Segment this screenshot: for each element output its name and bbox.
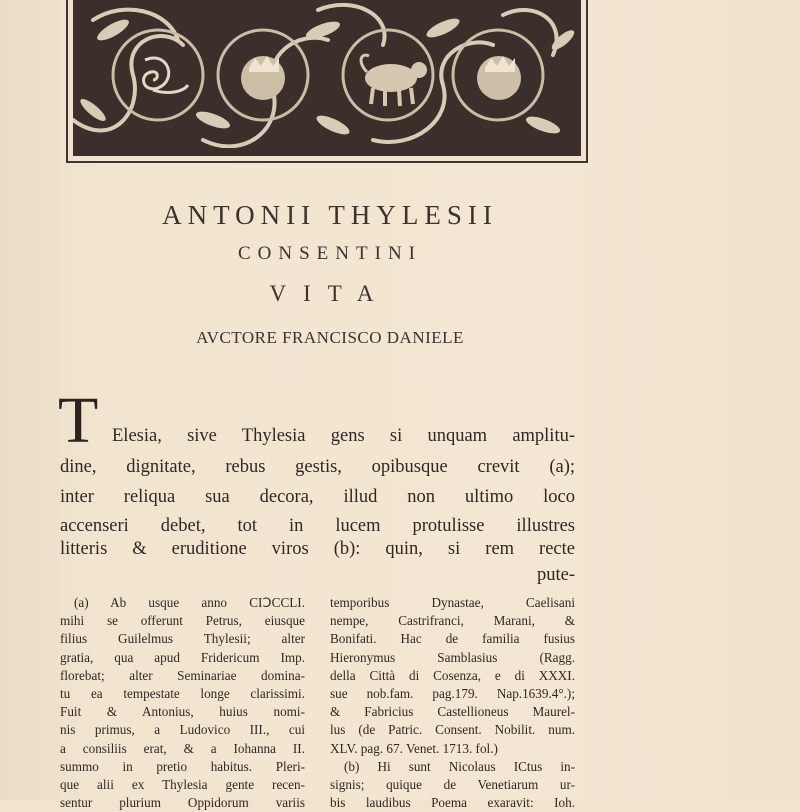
page-title: ANTONII THYLESII — [162, 200, 498, 230]
body-text-line: litteris & eruditione viros (b): quin, si rem recte — [60, 539, 575, 559]
footnote-line: summo in pretio habitus. Pleri- — [60, 758, 305, 774]
body-text-line: accenseri debet, tot in lucem protulisse illustres — [60, 516, 575, 536]
footnote-line: XLV. pag. 67. Venet. 1713. fol.) — [330, 740, 498, 756]
footnote-column-right — [330, 594, 575, 812]
footnote-line: mihi se offerunt Petrus, eiusque — [60, 613, 305, 629]
footnote-line: florebat; alter Seminariae domina- — [60, 667, 305, 683]
footnote-line: Fuit & Antonius, huius nomi- — [60, 704, 305, 720]
footnote-line: gratia, qua apud Fridericum Imp. — [60, 649, 305, 665]
catchword: pute- — [536, 565, 575, 585]
footnote-line: della Città di Cosenza, e di XXXI. — [330, 667, 575, 683]
footnote-line: que alii ex Thylesia gente recen- — [60, 777, 305, 793]
footnote-line: filius Guilelmus Thylesii; alter — [60, 631, 305, 647]
snail-medallion — [144, 58, 188, 93]
ornament-panel — [73, 0, 581, 156]
footnote-line: Bonifati. Hac de familia fusius — [330, 631, 575, 647]
crown-medallion-right — [477, 56, 521, 100]
body-text-line: Elesia, sive Thylesia gens si unquam amplitu- — [112, 426, 575, 446]
footnote-line: nis primus, a Ludovico III., cui — [60, 722, 305, 738]
footnote-line: & Fabricius Castellioneus Maurel- — [330, 704, 575, 720]
page-subtitle: CONSENTINI — [238, 243, 422, 264]
footnote-line: Hieronymus Samblasius (Ragg. — [330, 649, 575, 665]
floral-scroll-ornament — [73, 0, 575, 148]
footnote-line: nempe, Castrifranci, Marani, & — [330, 613, 575, 629]
animal-medallion — [361, 55, 427, 106]
footnote-line: tu ea tempestate longe clarissimi. — [60, 686, 305, 702]
footnote-line: (b) Hi sunt Nicolaus ICtus in- — [344, 758, 575, 774]
body-text-line: inter reliqua sua decora, illud non ultimo loco — [60, 487, 575, 507]
ornamental-headpiece — [66, 0, 588, 163]
footnote-line: sentur plurium Oppidorum variis — [60, 795, 305, 811]
drop-cap-initial: T — [58, 384, 99, 457]
footnote-line: temporibus Dynastae, Caelisani — [330, 595, 575, 610]
crown-medallion-left — [241, 56, 285, 100]
footnote-line: signis; quique de Venetiarum ur- — [330, 777, 575, 793]
footnote-line: sue nob.fam. pag.179. Nap.1639.4°.); — [330, 686, 575, 702]
author-line: AVCTORE FRANCISCO DANIELE — [196, 328, 464, 347]
footnote-line: (a) Ab usque anno CIↃCCLI. — [74, 595, 305, 610]
body-text-line: dine, dignitate, rebus gestis, opibusque crevit (a); — [60, 457, 575, 477]
footnote-line: lus (de Patric. Consent. Nobilit. num. — [330, 722, 575, 738]
footnote-column-left — [60, 594, 305, 812]
footnote-line: bis laudibus Poema exaravit: Ioh. — [330, 795, 575, 811]
footnote-line: a consiliis erat, & a Iohanna II. — [60, 740, 305, 756]
section-heading-vita: VITA — [269, 281, 391, 306]
